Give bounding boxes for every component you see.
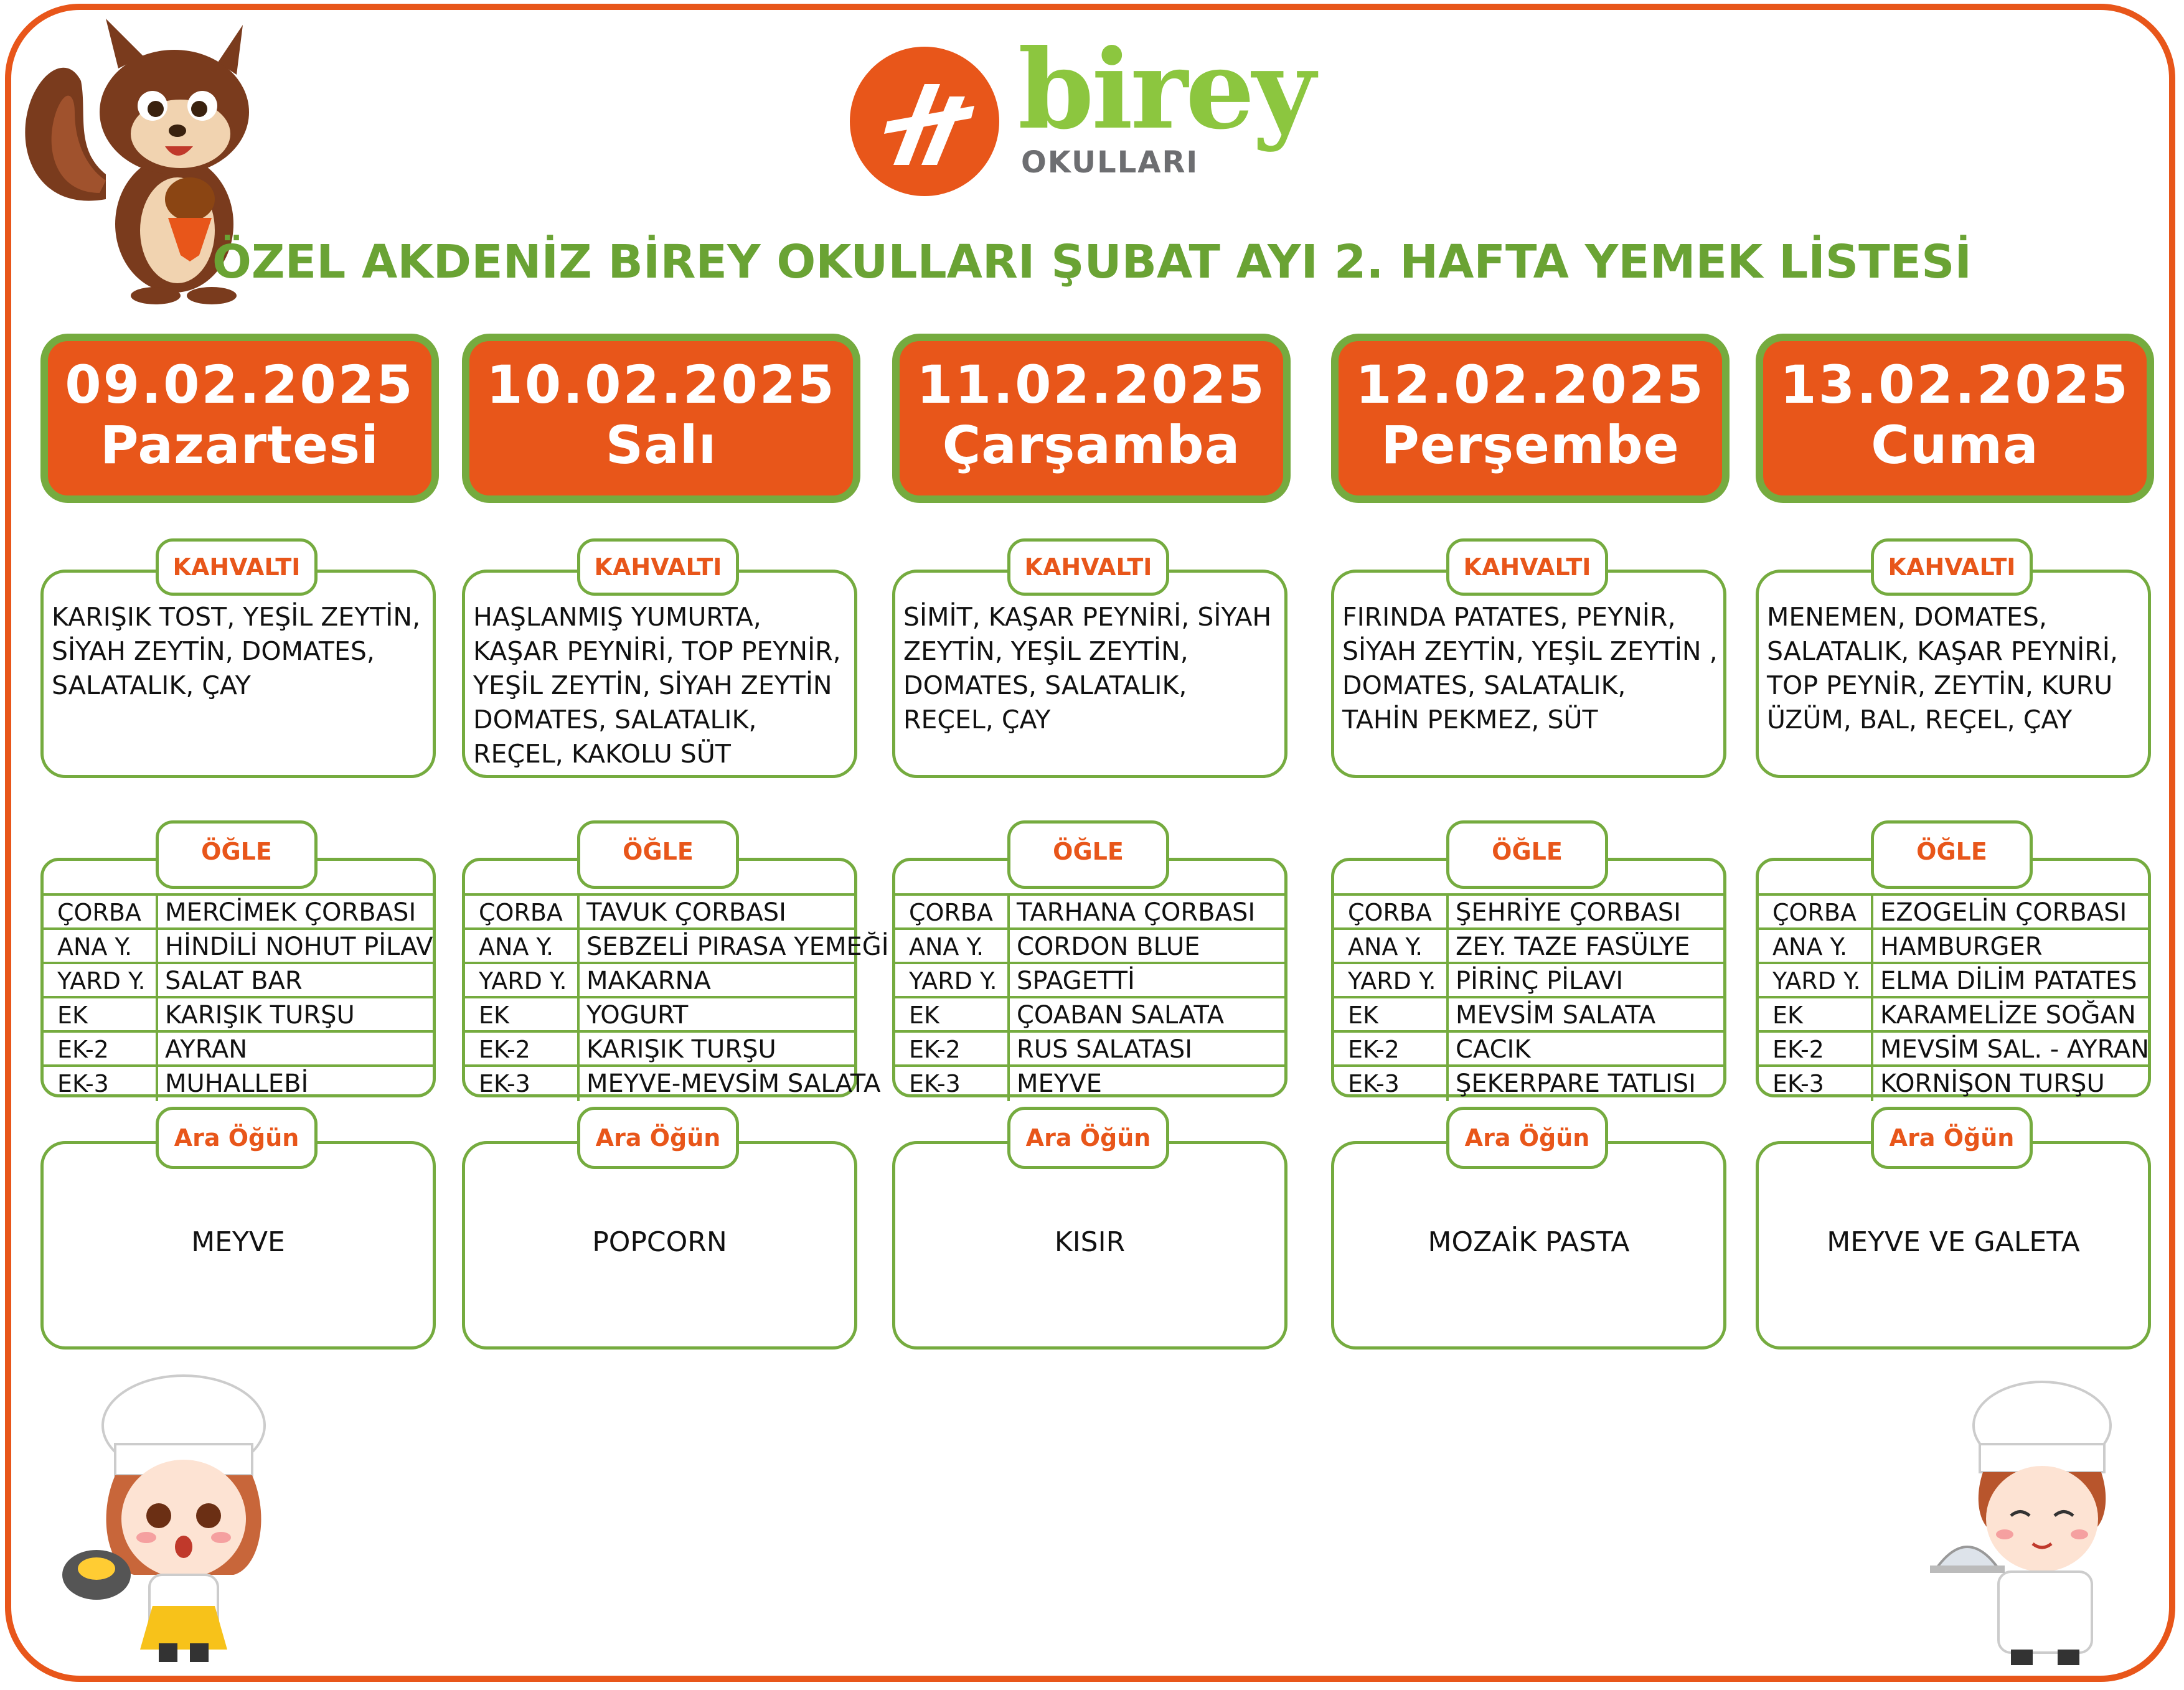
lunch-course-key: EK	[1772, 1002, 1803, 1029]
lunch-row	[465, 1030, 854, 1067]
lunch-course-key: YARD Y.	[57, 967, 146, 995]
lunch-row	[1759, 1030, 2148, 1067]
column-divider	[156, 1067, 158, 1101]
lunch-course-key: YARD Y.	[1348, 967, 1436, 995]
breakfast-label: KAHVALTI	[577, 538, 739, 596]
lunch-course-value: KARAMELİZE SOĞAN	[1880, 1001, 2136, 1030]
breakfast-label: KAHVALTI	[1446, 538, 1608, 596]
column-divider	[1871, 930, 1873, 964]
lunch-row	[44, 962, 433, 998]
lunch-course-key: ANA Y.	[1348, 933, 1423, 960]
lunch-row	[465, 996, 854, 1033]
lunch-course-value: ZEY. TAZE FASÜLYE	[1456, 932, 1690, 961]
column-divider	[1446, 1067, 1449, 1101]
breakfast-line: ZEYTİN, YEŞİL ZEYTİN,	[903, 636, 1188, 666]
lunch-row	[895, 1064, 1284, 1101]
breakfast-line: SİYAH ZEYTİN, YEŞİL ZEYTİN ,	[1342, 636, 1718, 666]
lunch-course-value: TARHANA ÇORBASI	[1017, 898, 1256, 927]
lunch-course-value: ŞEHRİYE ÇORBASI	[1456, 898, 1681, 927]
lunch-course-value: MUHALLEBİ	[165, 1069, 309, 1098]
lunch-row	[44, 927, 433, 964]
page-title: ÖZEL AKDENİZ BİREY OKULLARI ŞUBAT AYI 2. HAFTA YEMEK LİSTESİ	[212, 235, 1972, 289]
lunch-course-value: MERCİMEK ÇORBASI	[165, 898, 417, 927]
breakfast-label: KAHVALTI	[1007, 538, 1169, 596]
snack-label: Ara Öğün	[1007, 1107, 1169, 1169]
day-name: Salı	[605, 414, 717, 476]
birey-logo	[850, 26, 1323, 196]
breakfast-line: KARIŞIK TOST, YEŞİL ZEYTİN,	[52, 602, 421, 632]
lunch-label: ÖĞLE	[1871, 820, 2033, 889]
lunch-row	[1759, 962, 2148, 998]
lunch-course-key: EK-2	[1348, 1036, 1400, 1063]
logo-wordmark: birey	[1018, 26, 1314, 154]
lunch-course-value: KARIŞIK TURŞU	[165, 1001, 355, 1030]
lunch-course-key: ÇORBA	[479, 899, 563, 926]
lunch-course-value: MEVSİM SALATA	[1456, 1001, 1656, 1030]
lunch-course-key: EK	[57, 1002, 88, 1029]
lunch-course-key: ANA Y.	[1772, 933, 1848, 960]
logo-mark-icon	[850, 47, 999, 196]
breakfast-line: SALATALIK, ÇAY	[52, 670, 251, 700]
column-divider	[1871, 1033, 1873, 1067]
breakfast-line: YEŞİL ZEYTİN, SİYAH ZEYTİN	[473, 670, 832, 700]
chef-boy-illustration-icon	[1924, 1376, 2154, 1668]
lunch-row	[1759, 996, 2148, 1033]
column-divider	[156, 930, 158, 964]
lunch-row	[895, 1030, 1284, 1067]
lunch-row	[1334, 962, 1723, 998]
lunch-course-value: PİRİNÇ PİLAVI	[1456, 967, 1624, 995]
lunch-row	[1334, 996, 1723, 1033]
lunch-row	[1334, 1064, 1723, 1101]
column-divider	[1871, 896, 1873, 930]
column-divider	[577, 1067, 580, 1101]
column-divider	[156, 998, 158, 1033]
breakfast-line: REÇEL, KAKOLU SÜT	[473, 739, 731, 769]
lunch-course-key: ANA Y.	[57, 933, 133, 960]
lunch-course-key: EK-3	[479, 1070, 530, 1097]
lunch-row	[465, 1064, 881, 1101]
breakfast-line: HAŞLANMIŞ YUMURTA,	[473, 602, 761, 632]
lunch-course-key: ÇORBA	[1772, 899, 1857, 926]
lunch-course-key: ÇORBA	[909, 899, 993, 926]
day-header	[892, 334, 1291, 503]
lunch-row	[895, 962, 1284, 998]
lunch-course-value: RUS SALATASI	[1017, 1035, 1193, 1064]
column-divider	[577, 998, 580, 1033]
lunch-label: ÖĞLE	[156, 820, 318, 889]
lunch-course-key: EK	[479, 1002, 509, 1029]
breakfast-line: KAŞAR PEYNİRİ, TOP PEYNİR,	[473, 636, 841, 666]
breakfast-label: KAHVALTI	[1871, 538, 2033, 596]
day-date: 09.02.2025	[65, 354, 415, 415]
column-divider	[156, 964, 158, 998]
lunch-course-key: ANA Y.	[909, 933, 984, 960]
lunch-course-value: HAMBURGER	[1880, 932, 2043, 961]
lunch-course-key: EK-3	[1772, 1070, 1824, 1097]
lunch-course-value: YOGURT	[586, 1001, 689, 1030]
snack-text: MEYVE	[191, 1226, 285, 1258]
breakfast-label: KAHVALTI	[156, 538, 318, 596]
day-header	[40, 334, 439, 503]
lunch-table	[462, 858, 889, 1098]
breakfast-line: TOP PEYNİR, ZEYTİN, KURU	[1767, 670, 2113, 700]
snack-text: POPCORN	[592, 1226, 727, 1258]
lunch-course-key: YARD Y.	[479, 967, 567, 995]
lunch-course-value: MEYVE	[1017, 1069, 1102, 1098]
day-header	[1756, 334, 2154, 503]
column-divider	[1446, 1033, 1449, 1067]
lunch-course-value: AYRAN	[165, 1035, 248, 1064]
lunch-row	[1334, 1030, 1723, 1067]
day-date: 10.02.2025	[486, 354, 836, 415]
breakfast-line: SİMİT, KAŞAR PEYNİRİ, SİYAH	[903, 602, 1272, 632]
lunch-row	[465, 962, 854, 998]
lunch-row	[895, 996, 1284, 1033]
lunch-table	[892, 858, 1287, 1097]
lunch-course-key: EK-3	[909, 1070, 961, 1097]
breakfast-line: DOMATES, SALATALIK,	[903, 670, 1187, 700]
lunch-course-value: MEVSİM SAL. - AYRAN	[1880, 1035, 2150, 1064]
column-divider	[1446, 930, 1449, 964]
lunch-row	[1759, 927, 2148, 964]
column-divider	[1007, 1067, 1010, 1101]
logo-subtitle: OKULLARI	[1021, 145, 1199, 180]
column-divider	[1007, 998, 1010, 1033]
lunch-row	[44, 1064, 433, 1101]
lunch-course-key: EK-3	[57, 1070, 109, 1097]
column-divider	[577, 1033, 580, 1067]
lunch-course-value: EZOGELİN ÇORBASI	[1880, 898, 2127, 927]
lunch-row	[465, 927, 889, 964]
lunch-table	[1331, 858, 1726, 1097]
column-divider	[1446, 998, 1449, 1033]
lunch-course-value: MEYVE-MEVSİM SALATA	[586, 1069, 881, 1098]
column-divider	[1007, 964, 1010, 998]
lunch-row	[465, 893, 854, 930]
lunch-label: ÖĞLE	[1007, 820, 1169, 889]
lunch-course-key: EK-2	[1772, 1036, 1824, 1063]
lunch-course-key: ÇORBA	[1348, 899, 1432, 926]
snack-label: Ara Öğün	[1871, 1107, 2033, 1169]
snack-text: KISIR	[1054, 1226, 1126, 1258]
breakfast-line: DOMATES, SALATALIK,	[1342, 670, 1626, 700]
lunch-label: ÖĞLE	[1446, 820, 1608, 889]
lunch-row	[1759, 1064, 2148, 1101]
lunch-row	[44, 893, 433, 930]
day-date: 13.02.2025	[1780, 354, 2130, 415]
lunch-row	[895, 893, 1284, 930]
lunch-row	[895, 927, 1284, 964]
column-divider	[1871, 998, 1873, 1033]
column-divider	[1007, 930, 1010, 964]
lunch-row	[1334, 893, 1723, 930]
lunch-course-value: HİNDİLİ NOHUT PİLAV	[165, 932, 433, 961]
day-date: 11.02.2025	[916, 354, 1266, 415]
lunch-course-value: KORNİŞON TURŞU	[1880, 1069, 2105, 1098]
lunch-row	[1759, 893, 2148, 930]
lunch-course-value: KARIŞIK TURŞU	[586, 1035, 776, 1064]
column-divider	[577, 896, 580, 930]
column-divider	[1446, 896, 1449, 930]
column-divider	[1871, 1067, 1873, 1101]
lunch-course-key: ANA Y.	[479, 933, 554, 960]
breakfast-line: MENEMEN, DOMATES,	[1767, 602, 2047, 632]
lunch-course-value: ELMA DİLİM PATATES	[1880, 967, 2137, 995]
chef-girl-illustration-icon	[59, 1369, 321, 1668]
day-header	[1331, 334, 1730, 503]
lunch-course-value: TAVUK ÇORBASI	[586, 898, 786, 927]
lunch-row	[44, 996, 433, 1033]
breakfast-line: REÇEL, ÇAY	[903, 705, 1051, 735]
breakfast-line: ÜZÜM, BAL, REÇEL, ÇAY	[1767, 705, 2073, 735]
breakfast-line: DOMATES, SALATALIK,	[473, 705, 757, 735]
day-name: Çarşamba	[942, 414, 1241, 476]
lunch-course-key: EK-2	[479, 1036, 530, 1063]
lunch-course-value: ÇOABAN SALATA	[1017, 1001, 1225, 1030]
snack-text: MEYVE VE GALETA	[1827, 1226, 2080, 1258]
breakfast-line: SİYAH ZEYTİN, DOMATES,	[52, 636, 375, 666]
lunch-table	[40, 858, 436, 1097]
column-divider	[577, 964, 580, 998]
column-divider	[1007, 1033, 1010, 1067]
lunch-course-key: EK	[909, 1002, 939, 1029]
column-divider	[1871, 964, 1873, 998]
lunch-course-key: EK	[1348, 1002, 1378, 1029]
lunch-table	[1756, 858, 2151, 1097]
lunch-course-key: ÇORBA	[57, 899, 141, 926]
lunch-course-value: SEBZELİ PIRASA YEMEĞİ	[586, 932, 889, 961]
snack-text: MOZAİK PASTA	[1428, 1226, 1630, 1258]
day-name: Pazartesi	[100, 414, 379, 476]
column-divider	[1007, 896, 1010, 930]
lunch-course-key: YARD Y.	[909, 967, 997, 995]
lunch-course-key: EK-2	[57, 1036, 109, 1063]
lunch-course-value: ŞEKERPARE TATLISI	[1456, 1069, 1696, 1098]
lunch-course-key: EK-2	[909, 1036, 961, 1063]
lunch-course-key: YARD Y.	[1772, 967, 1861, 995]
lunch-row	[44, 1030, 433, 1067]
lunch-course-value: SPAGETTİ	[1017, 967, 1135, 995]
day-name: Cuma	[1871, 414, 2039, 476]
lunch-course-key: EK-3	[1348, 1070, 1400, 1097]
column-divider	[577, 930, 580, 964]
snack-label: Ara Öğün	[156, 1107, 318, 1169]
snack-label: Ara Öğün	[1446, 1107, 1608, 1169]
lunch-course-value: CORDON BLUE	[1017, 932, 1200, 961]
column-divider	[156, 896, 158, 930]
lunch-course-value: CACIK	[1456, 1035, 1531, 1064]
column-divider	[1446, 964, 1449, 998]
lunch-course-value: SALAT BAR	[165, 967, 303, 995]
lunch-course-value: MAKARNA	[586, 967, 711, 995]
breakfast-line: FIRINDA PATATES, PEYNİR,	[1342, 602, 1676, 632]
snack-label: Ara Öğün	[577, 1107, 739, 1169]
day-header	[462, 334, 860, 503]
lunch-label: ÖĞLE	[577, 820, 739, 889]
breakfast-line: TAHİN PEKMEZ, SÜT	[1342, 705, 1598, 735]
breakfast-line: SALATALIK, KAŞAR PEYNİRİ,	[1767, 636, 2118, 666]
lunch-row	[1334, 927, 1723, 964]
column-divider	[156, 1033, 158, 1067]
day-name: Perşembe	[1381, 414, 1680, 476]
day-date: 12.02.2025	[1355, 354, 1705, 415]
